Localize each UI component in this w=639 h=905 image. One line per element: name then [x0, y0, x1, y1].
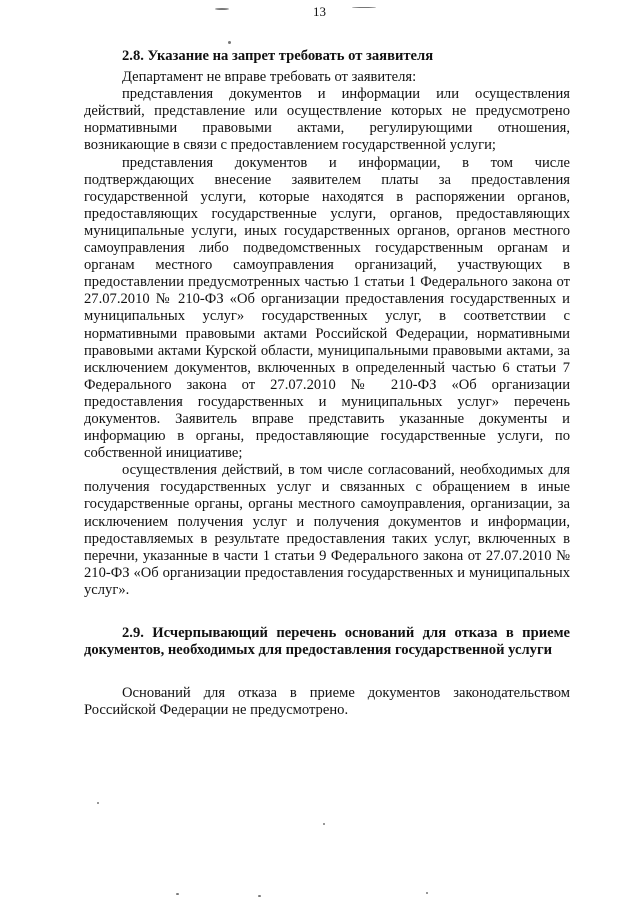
scan-speck — [228, 41, 231, 44]
page-number: 13 — [313, 4, 326, 19]
scan-speck — [352, 7, 376, 8]
section-2-8-item-3: осуществления действий, в том числе согласований, необходимых для получения государственных услуг и связанных с обращением в иные государственные органы, органы местного самоуправления, организации, за исключением получения услуг и получения документов и информации, предоставляемых в результате предоставления таких услуг, включенных в перечни, указанные в части 1 статьи 9 Федерального закона от 27.07.2010 № 210-ФЗ «Об организации предоставления государственных и муниципальных услуг». — [84, 462, 570, 598]
section-2-9-heading: 2.9. Исчерпывающий перечень оснований для отказа в приеме документов, необходимых для предоставления государственной услуги — [84, 625, 570, 659]
section-2-8-item-2: представления документов и информации, в том числе подтверждающих внесение заявителем платы за предоставления государственной услуги, которые находятся в распоряжении органов, предоставляющих государственные услуги, органов, предоставляющих муниципальные услуги, иных государственных органов, органов местного самоуправления либо подведомственных государственным органам и органам местного самоуправления организаций, участвующих в предоставлении предусмотренных частью 1 статьи 1 Федерального закона от 27.07.2010 № 210-ФЗ «Об организации предоставления государственных и муниципальных услуг» государственных услуг, в соответствии с нормативными правовыми актами Российской Федерации, нормативными правовыми актами Курской области, муниципальными правовыми актами, за исключением документов, включенных в определенный частью 6 статьи 7 Федерального закона от 27.07.2010 № 210-ФЗ «Об организации предоставления государственных и муниципальных услуг» перечень документов. Заявитель вправе представить указанные документы и информацию в органы, предоставляющие государственные услуги, по собственной инициативе; — [84, 154, 570, 462]
section-2-8-item-1: представления документов и информации или осуществления действий, представление или осуществление которых не предусмотрено нормативными правовыми актами, регулирующими отношения, возникающие в связи с предоставлением государственной услуги; — [84, 86, 570, 154]
section-2-8-intro: Департамент не вправе требовать от заявителя: — [122, 69, 417, 86]
scan-speck — [258, 895, 261, 897]
section-2-8-heading: 2.8. Указание на запрет требовать от заявителя — [122, 48, 434, 64]
document-body — [84, 48, 570, 719]
scan-speck — [426, 892, 428, 894]
scan-speck — [215, 8, 229, 10]
scan-speck — [323, 823, 325, 825]
scan-speck — [97, 802, 99, 804]
section-2-9-text: Оснований для отказа в приеме документов законодательством Российской Федерации не предусмотрено. — [84, 685, 570, 719]
scan-speck — [176, 893, 179, 895]
